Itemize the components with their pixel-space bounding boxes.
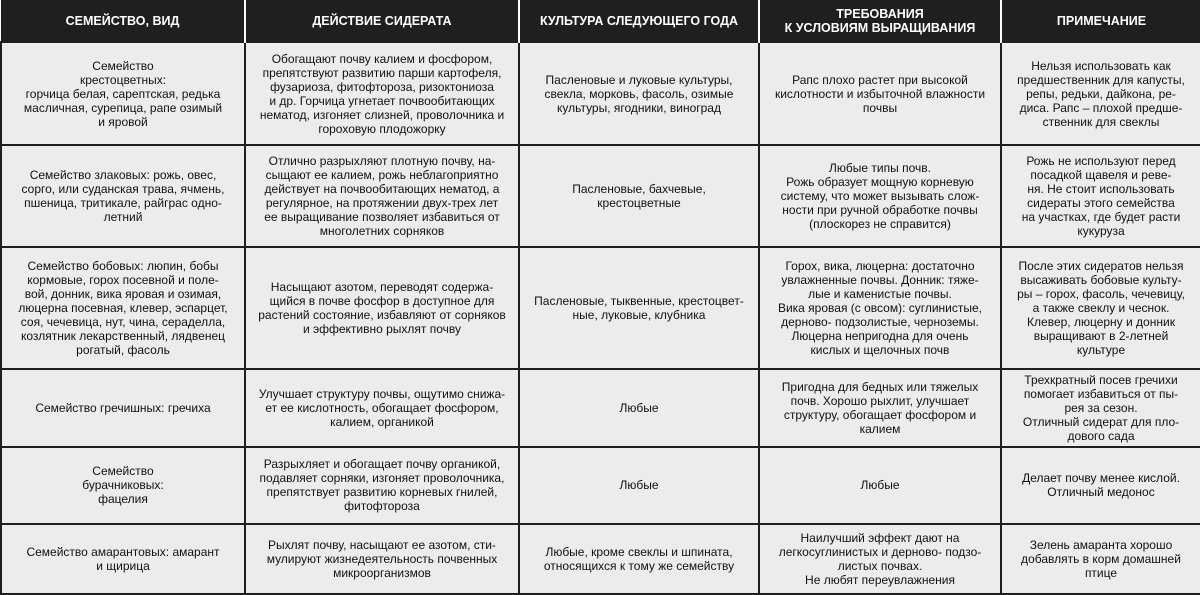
cell-line: Семейство бобовых: люпин, бобы	[27, 258, 219, 273]
cell-line: кукуруза	[1077, 224, 1125, 238]
cell-line: калием	[859, 421, 901, 436]
cell-line: Обогащают почву калием и фосфором,	[271, 51, 493, 66]
cell-line: Рапс плохо растет при высокой	[792, 72, 968, 87]
cell-line: калием, органикой	[330, 414, 434, 429]
cell-line: и др. Горчица угнетает почвообитающих	[269, 93, 495, 108]
cell-line: ственник для свеклы	[1042, 114, 1160, 129]
cell-line: Отличный медонос	[1047, 485, 1155, 500]
cell-line: крестоцветные	[597, 196, 681, 210]
cell-line: и яровой	[98, 114, 148, 129]
header-family: СЕМЕЙСТВО, ВИД	[1, 0, 245, 42]
cell-line: добавлять в корм домашней	[1021, 551, 1181, 566]
cell-line: и эффективно рыхлят почву	[302, 321, 462, 336]
table-row	[1, 369, 1200, 448]
cell-line: пшеница, тритикале, райграс одно-	[24, 196, 222, 210]
cell-line: Горох, вика, люцерна: достаточно	[785, 258, 975, 273]
cell-note	[1001, 145, 1200, 246]
cell-line: регулярное, на протяжении двух-трех лет	[265, 196, 499, 210]
cell-line: ности при ручной обработке почвы	[782, 203, 978, 217]
cell-family	[1, 145, 245, 246]
cell-line: рея за сезон.	[1064, 400, 1138, 415]
cell-line: Любые	[619, 400, 659, 415]
cell-line: высаживать бобовые культу-	[1020, 272, 1182, 287]
cell-line: Рыхлят почву, насыщают ее азотом, сти-	[268, 537, 496, 552]
cell-line: относящихся к тому же семейству	[543, 558, 735, 573]
cell-next-crop	[519, 247, 759, 369]
cell-requirements	[759, 524, 1001, 594]
cell-line: Пасленовые и луковые культуры,	[545, 72, 733, 87]
cell-line: После этих сидератов нельзя	[1018, 258, 1184, 273]
table-row	[1, 145, 1200, 246]
cell-line: Трехкратный посев гречихи	[1024, 372, 1178, 387]
cell-action	[245, 42, 519, 145]
cell-line: Вика яровая (с овсом): суглинистые,	[777, 300, 983, 315]
cell-line: на участках, где будет расти	[1021, 210, 1181, 224]
cell-requirements	[759, 369, 1001, 448]
cell-line: сидераты этого семейства	[1027, 196, 1175, 210]
cell-line: Любые	[619, 478, 659, 493]
cell-line: (плоскорез не справится)	[809, 217, 951, 231]
cell-line: репы, редьки, дайкона, ре-	[1026, 86, 1176, 101]
cell-line: фитофтороза	[344, 499, 420, 514]
cell-line: выращивают в 2-летней	[1033, 328, 1169, 343]
cell-line: Семейство гречишных: гречиха	[35, 400, 211, 415]
cell-line: Рожь не используют перед	[1026, 154, 1176, 168]
cell-line: сыщают ее калием, рожь неблагоприятно	[265, 168, 499, 182]
cell-line: крестоцветных:	[79, 72, 167, 87]
cell-action	[245, 524, 519, 594]
cell-line: действует на почвообитающих нематод, а	[264, 182, 500, 196]
cell-line: ее выращивание позволяет избавиться от	[264, 210, 500, 224]
cell-family	[1, 42, 245, 145]
cell-line: многолетних сорняков	[319, 224, 445, 238]
cell-line: почв. Хорошо рыхлит, улучшает	[790, 393, 970, 408]
cell-line: Нельзя использовать как	[1031, 58, 1171, 73]
cell-requirements	[759, 247, 1001, 369]
cell-line: Любые, кроме свеклы и шпината,	[545, 544, 733, 559]
table-row	[1, 42, 1200, 145]
table-row	[1, 524, 1200, 594]
cell-line: мулируют жизнедеятельность почвенных	[266, 551, 498, 566]
header-requirements-line-2: К УСЛОВИЯМ ВЫРАЩИВАНИЯ	[784, 20, 976, 35]
cell-line: и щирица	[96, 558, 150, 573]
cell-line: Улучшает структуру почвы, ощутимо снижа-	[258, 386, 506, 401]
cell-line: Люцерна непригодна для очень	[791, 328, 969, 343]
cell-line: препятствует развитию корневых гнилей,	[266, 485, 498, 500]
cell-action	[245, 247, 519, 369]
cell-line: нематод, изгоняет слизней, проволочника и	[259, 107, 505, 122]
cell-family	[1, 369, 245, 448]
cell-line: козлятник лекарственный, лядвенец	[21, 328, 225, 343]
cell-line: Клевер, люцерну и донник	[1027, 314, 1175, 329]
cell-line: Насыщают азотом, переводят содержа-	[270, 279, 494, 294]
cell-line: люцерна посевная, клевер, эспарцет,	[18, 300, 228, 315]
cell-line: лые и каменистые почвы.	[808, 286, 952, 301]
cell-line: кислых и щелочных почв	[810, 342, 950, 357]
cell-line: Отличный сидерат для пло-	[1022, 414, 1180, 429]
cell-line: растений состояние, избавляют от сорняков	[258, 307, 506, 322]
cell-line: кислотности и избыточной влажности	[774, 86, 986, 101]
cell-line: соя, чечевица, нут, чина, сераделла,	[20, 314, 226, 329]
cell-line: культуры, ягодники, виноград	[557, 100, 721, 115]
cell-next-crop	[519, 369, 759, 448]
cell-line: рогатый, фасоль	[76, 342, 170, 357]
cell-line: помогает избавиться от пы-	[1023, 386, 1179, 401]
cell-line: щийся в почве фосфор в доступное для	[269, 293, 495, 308]
header-next-crop: КУЛЬТУРА СЛЕДУЮЩЕГО ГОДА	[519, 0, 759, 42]
cell-line: Семейство злаковых: рожь, овес,	[29, 168, 217, 182]
table-row	[1, 447, 1200, 523]
cell-line: Любые типы почв.	[829, 161, 931, 175]
cell-line: птице	[1084, 565, 1118, 580]
cell-line: Пасленовые, бахчевые,	[572, 182, 706, 196]
cell-line: Семейство	[92, 464, 154, 479]
cell-next-crop	[519, 524, 759, 594]
cell-family	[1, 524, 245, 594]
cell-line: вой, донник, вика яровая и озимая,	[24, 286, 222, 301]
cell-line: Семейство амарантовых: амарант	[26, 544, 220, 559]
cell-line: Отлично разрыхляют плотную почву, на-	[268, 154, 496, 168]
cell-line: Рожь образует мощную корневую	[786, 175, 974, 189]
cell-line: фузариоза, фитофтороза, ризоктониоза	[270, 79, 494, 94]
cell-note	[1001, 447, 1200, 523]
cell-family	[1, 447, 245, 523]
cell-line: подавляет сорняки, изгоняет проволочника,	[259, 471, 505, 486]
cell-next-crop	[519, 145, 759, 246]
header-row	[1, 0, 1200, 42]
cell-requirements	[759, 447, 1001, 523]
cell-line: микроорганизмов	[333, 565, 431, 580]
cell-note	[1001, 42, 1200, 145]
cell-line: систему, что может вызывать слож-	[780, 189, 980, 203]
cell-line: дового сада	[1067, 428, 1135, 443]
cell-line: структуру, обогащает фосфором и	[783, 407, 977, 422]
cell-line: Не любят переувлажнения	[805, 572, 955, 587]
cell-line: листых почвах.	[837, 558, 923, 573]
cell-line: фацелия	[98, 492, 148, 507]
cell-line: посадкой щавеля и реве-	[1030, 168, 1172, 182]
cell-family	[1, 247, 245, 369]
cell-line: горчица белая, сарептская, редька	[25, 86, 221, 101]
cell-requirements	[759, 42, 1001, 145]
header-action: ДЕЙСТВИЕ СИДЕРАТА	[245, 0, 519, 42]
cell-line: почвы	[862, 100, 898, 115]
cell-line: сорго, или суданская трава, ячмень,	[21, 182, 225, 196]
cell-line: дерново- подзолистые, черноземы.	[781, 314, 979, 329]
cell-line: ня. Не стоит использовать	[1027, 182, 1175, 196]
cell-line: Наилучший эффект дают на	[800, 530, 960, 545]
cell-line: Пасленовые, тыквенные, крестоцвет-	[534, 293, 744, 308]
cell-line: Любые	[860, 478, 900, 493]
cell-action	[245, 369, 519, 448]
cell-line: ные, луковые, клубника	[572, 307, 706, 322]
cell-line: ет ее кислотность, обогащает фосфором,	[265, 400, 499, 415]
cell-note	[1001, 247, 1200, 369]
cell-line: гороховую плодожорку	[318, 121, 446, 136]
cell-line: диса. Рапс – плохой предше-	[1019, 100, 1183, 115]
table-row	[1, 247, 1200, 369]
cell-line: легкосуглинистых и дерново- подзо-	[778, 544, 982, 559]
cell-line: Зелень амаранта хорошо	[1029, 537, 1173, 552]
cell-next-crop	[519, 447, 759, 523]
cell-note	[1001, 524, 1200, 594]
header-requirements	[759, 0, 1001, 42]
cell-line: масличная, сурепица, рапе озимый	[23, 100, 223, 115]
cell-line: а также свеклу и чеснок.	[1032, 300, 1170, 315]
cell-next-crop	[519, 42, 759, 145]
cell-line: кормовые, горох посевной и поле-	[27, 272, 219, 287]
cell-line: ры – горох, фасоль, чечевицу,	[1017, 286, 1185, 301]
cell-action	[245, 447, 519, 523]
cell-line: Делает почву менее кислой.	[1022, 471, 1180, 486]
cell-action	[245, 145, 519, 246]
cell-line: Разрыхляет и обогащает почву органикой,	[263, 457, 501, 472]
cell-line: увлажненные почвы. Донник: тяже-	[781, 272, 979, 287]
cell-line: свекла, морковь, фасоль, озимые	[544, 86, 734, 101]
cell-note	[1001, 369, 1200, 448]
cell-line: Пригодна для бедных или тяжелых	[781, 379, 979, 394]
cell-line: Семейство	[92, 58, 154, 73]
cell-line: летний	[103, 210, 143, 224]
cell-requirements	[759, 145, 1001, 246]
cell-line: препятствуют развитию парши картофеля,	[262, 65, 502, 80]
cell-line: культуре	[1076, 342, 1126, 357]
header-requirements-line-1: ТРЕБОВАНИЯ	[836, 6, 924, 21]
cell-line: предшественник для капусты,	[1017, 72, 1185, 87]
header-note: ПРИМЕЧАНИЕ	[1001, 0, 1200, 42]
cell-line: бурачниковых:	[82, 478, 164, 493]
